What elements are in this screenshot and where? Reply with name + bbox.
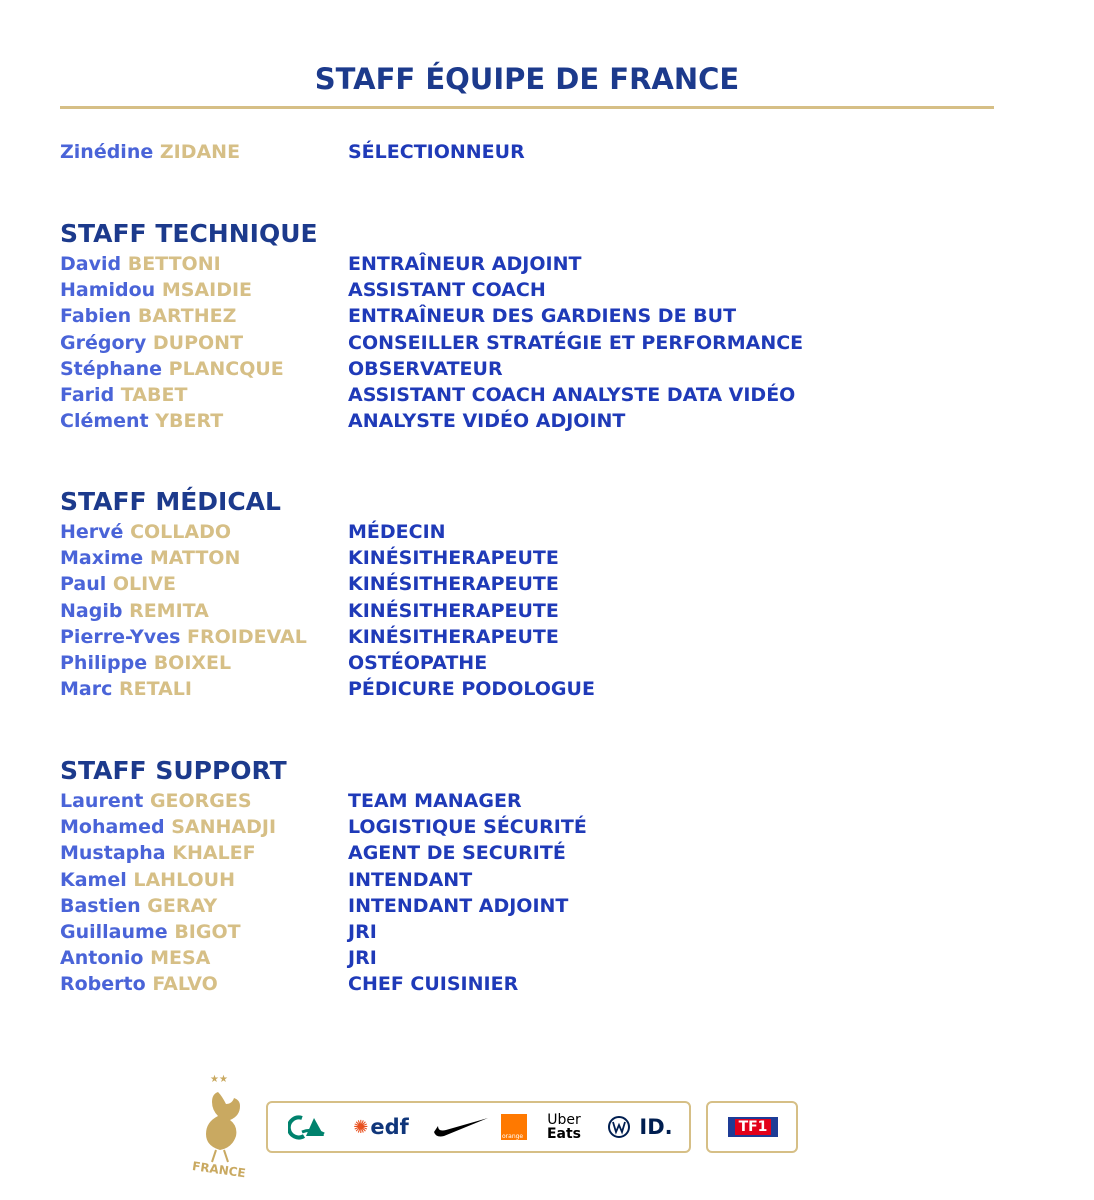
last-name: MATTON — [149, 547, 241, 570]
svg-text:FRANCE: FRANCE — [191, 1159, 247, 1180]
rooster-icon — [188, 1070, 254, 1180]
member-role: MÉDECIN — [348, 521, 446, 543]
staff-row — [0, 251, 1000, 277]
last-name: BETTONI — [127, 253, 221, 275]
last-name: COLLADO — [130, 521, 231, 543]
member-name — [60, 251, 221, 277]
staff-row — [0, 408, 1000, 434]
staff-row — [0, 893, 1000, 919]
section-title-medical: STAFF MÉDICAL — [60, 487, 281, 516]
member-name — [60, 945, 210, 971]
member-name — [60, 788, 252, 814]
last-name: ZIDANE — [159, 141, 241, 163]
svg-text:★★: ★★ — [210, 1074, 228, 1085]
member-role: ASSISTANT COACH ANALYSTE DATA VIDÉO — [348, 384, 796, 406]
staff-row — [0, 676, 1000, 702]
credit-agricole-logo — [286, 1103, 330, 1151]
nike-swoosh-icon — [432, 1116, 490, 1138]
first-name: Farid — [60, 384, 115, 406]
fff-crest — [188, 1070, 254, 1180]
first-name: Grégory — [60, 331, 147, 354]
staff-row — [0, 650, 1000, 676]
staff-row — [0, 356, 1000, 382]
staff-row — [0, 867, 1000, 893]
staff-row — [0, 545, 1000, 571]
first-name: Philippe — [60, 652, 148, 674]
section-title-technique: STAFF TECHNIQUE — [60, 219, 318, 248]
member-role: SÉLECTIONNEUR — [348, 141, 525, 163]
first-name: David — [60, 253, 122, 275]
tf1-logo — [706, 1101, 798, 1153]
member-name — [60, 919, 241, 945]
member-role: KINÉSITHERAPEUTE — [348, 599, 559, 622]
staff-row — [0, 519, 1000, 545]
edf-logo — [344, 1103, 418, 1151]
first-name: Antonio — [60, 947, 144, 970]
last-name: TABET — [120, 384, 188, 406]
member-name — [60, 598, 209, 624]
last-name: GERAY — [147, 894, 218, 917]
first-name: Zinédine — [60, 141, 154, 163]
last-name: BOIXEL — [153, 652, 232, 674]
staff-row — [0, 303, 1000, 329]
member-name — [60, 676, 192, 702]
last-name: PLANCQUE — [168, 357, 284, 380]
member-role: LOGISTIQUE SÉCURITÉ — [348, 816, 587, 839]
first-name: Laurent — [60, 790, 144, 812]
tf1-text: TF1 — [735, 1119, 772, 1135]
title-divider — [60, 106, 994, 109]
staff-row — [0, 624, 1000, 650]
orange-text: orange — [502, 1133, 524, 1140]
last-name: FALVO — [152, 973, 218, 996]
first-name: Marc — [60, 678, 113, 701]
edf-text: edf — [370, 1115, 409, 1139]
first-name: Nagib — [60, 599, 123, 622]
member-role: ANALYSTE VIDÉO ADJOINT — [348, 410, 626, 433]
member-name — [60, 840, 256, 866]
member-name — [60, 971, 218, 997]
member-role: KINÉSITHERAPEUTE — [348, 625, 559, 648]
member-role: INTENDANT ADJOINT — [348, 894, 569, 917]
member-name — [60, 382, 187, 408]
member-name — [60, 867, 235, 893]
first-name: Hervé — [60, 521, 124, 543]
id-text: ID. — [639, 1115, 673, 1139]
member-role: KINÉSITHERAPEUTE — [348, 547, 559, 570]
first-name: Mohamed — [60, 816, 165, 839]
uber-text: Uber — [547, 1112, 581, 1128]
staff-row — [0, 840, 1000, 866]
first-name: Mustapha — [60, 842, 166, 865]
first-name: Maxime — [60, 547, 144, 570]
last-name: BIGOT — [174, 921, 241, 943]
member-role: OBSERVATEUR — [348, 357, 503, 380]
member-name — [60, 277, 252, 303]
first-name: Stéphane — [60, 357, 163, 380]
member-name — [60, 545, 240, 571]
first-name: Fabien — [60, 305, 132, 328]
vw-id-logo — [598, 1103, 682, 1151]
member-role: KINÉSITHERAPEUTE — [348, 573, 559, 596]
member-role: JRI — [348, 947, 377, 970]
last-name: SANHADJI — [171, 816, 277, 839]
credit-agricole-icon — [288, 1112, 328, 1142]
last-name: KHALEF — [172, 842, 256, 865]
member-name — [60, 814, 276, 840]
member-name — [60, 330, 243, 356]
member-role: INTENDANT — [348, 868, 473, 891]
first-name: Kamel — [60, 868, 127, 891]
eats-text: Eats — [546, 1126, 582, 1142]
member-role: ASSISTANT COACH — [348, 279, 546, 302]
first-name: Hamidou — [60, 279, 156, 302]
last-name: OLIVE — [112, 573, 176, 596]
last-name: YBERT — [155, 410, 224, 433]
member-role: TEAM MANAGER — [348, 790, 522, 812]
last-name: REMITA — [129, 599, 209, 622]
nike-logo — [430, 1103, 492, 1151]
member-role: CHEF CUISINIER — [348, 973, 519, 996]
staff-row — [0, 277, 1000, 303]
member-role: AGENT DE SECURITÉ — [348, 842, 566, 865]
vw-icon — [607, 1115, 631, 1139]
member-name — [60, 624, 307, 650]
last-name: MSAIDIE — [161, 279, 253, 302]
staff-row — [0, 571, 1000, 597]
member-role: JRI — [348, 921, 377, 943]
section-title-support: STAFF SUPPORT — [60, 756, 287, 785]
last-name: LAHLOUH — [133, 868, 235, 891]
first-name: Bastien — [60, 894, 141, 917]
member-name — [60, 356, 284, 382]
last-name: RETALI — [119, 678, 192, 701]
head-coach-row — [0, 139, 1000, 165]
member-role: ENTRAÎNEUR DES GARDIENS DE BUT — [348, 305, 737, 328]
member-role: ENTRAÎNEUR ADJOINT — [348, 253, 582, 275]
last-name: MESA — [150, 947, 211, 970]
staff-row — [0, 330, 1000, 356]
member-name — [60, 303, 236, 329]
member-name — [60, 893, 217, 919]
last-name: DUPONT — [152, 331, 244, 354]
staff-row — [0, 919, 1000, 945]
last-name: BARTHEZ — [137, 305, 237, 328]
member-name — [60, 650, 231, 676]
staff-row — [0, 382, 1000, 408]
staff-row — [0, 788, 1000, 814]
staff-row — [0, 814, 1000, 840]
orange-logo — [500, 1103, 528, 1151]
first-name: Pierre-Yves — [60, 625, 181, 648]
member-name — [60, 571, 176, 597]
member-role: PÉDICURE PODOLOGUE — [348, 678, 595, 701]
first-name: Paul — [60, 573, 107, 596]
last-name: FROIDEVAL — [187, 625, 307, 648]
first-name: Roberto — [60, 973, 146, 996]
staff-row — [0, 945, 1000, 971]
first-name: Clément — [60, 410, 149, 433]
member-name — [60, 139, 240, 165]
member-name — [60, 519, 231, 545]
staff-row — [0, 598, 1000, 624]
member-role: OSTÉOPATHE — [348, 652, 488, 674]
first-name: Guillaume — [60, 921, 168, 943]
sponsor-bar — [266, 1101, 691, 1153]
uber-eats-logo — [544, 1103, 584, 1151]
member-name — [60, 408, 223, 434]
page-title: STAFF ÉQUIPE DE FRANCE — [314, 62, 740, 96]
member-role: CONSEILLER STRATÉGIE ET PERFORMANCE — [348, 331, 804, 354]
edf-burst-icon: ✺ — [353, 1116, 369, 1138]
last-name: GEORGES — [149, 790, 252, 812]
staff-row — [0, 971, 1000, 997]
